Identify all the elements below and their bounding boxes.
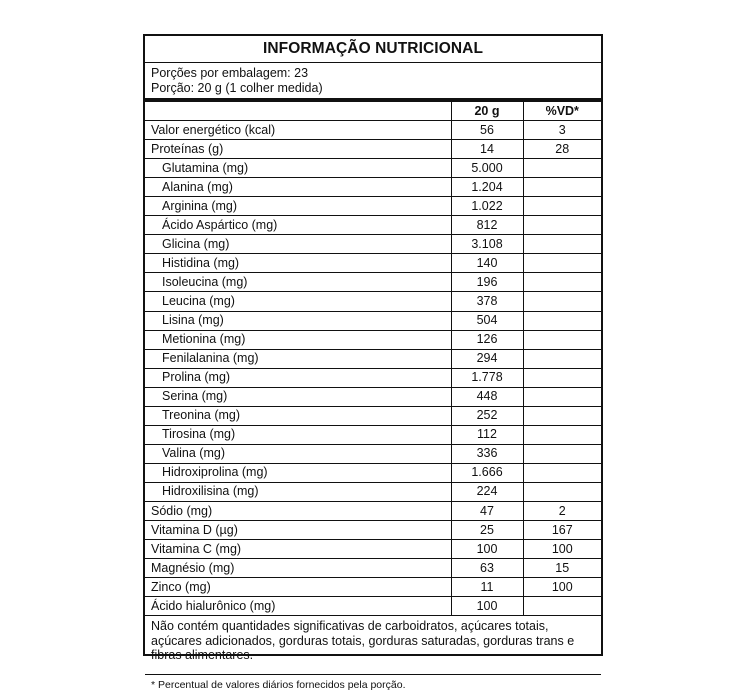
- nutrient-dv: [523, 330, 601, 349]
- nutrient-name: Lisina (mg): [145, 311, 451, 330]
- nutrient-name: Ácido hialurônico (mg): [145, 597, 451, 616]
- nutrient-amount: 812: [451, 216, 523, 235]
- table-row: [145, 178, 601, 197]
- table-row: [145, 330, 601, 349]
- table-row: [145, 444, 601, 463]
- table-header-row: [145, 102, 601, 121]
- header-amount: 20 g: [451, 102, 523, 121]
- nutrient-dv: [523, 387, 601, 406]
- nutrient-amount: 100: [451, 597, 523, 616]
- nutrient-name: Sódio (mg): [145, 501, 451, 520]
- table-row: [145, 578, 601, 597]
- nutrient-name: Valor energético (kcal): [145, 121, 451, 140]
- table-row: [145, 311, 601, 330]
- nutrition-facts-label: [143, 34, 603, 692]
- nutrient-amount: 448: [451, 387, 523, 406]
- nutrition-note: Não contém quantidades significativas de carboidratos, açúcares totais, açúcares adicionados, gorduras totais, gorduras saturadas, gorduras trans e fibras alimentares.: [145, 616, 601, 675]
- nutrient-dv: [523, 444, 601, 463]
- table-row: [145, 387, 601, 406]
- nutrient-amount: 126: [451, 330, 523, 349]
- nutrient-dv: 2: [523, 501, 601, 520]
- nutrient-amount: 5.000: [451, 159, 523, 178]
- table-row: [145, 406, 601, 425]
- table-row: [145, 235, 601, 254]
- nutrient-name: Alanina (mg): [145, 178, 451, 197]
- nutrient-dv: [523, 482, 601, 501]
- nutrient-dv: [523, 292, 601, 311]
- nutrient-amount: 336: [451, 444, 523, 463]
- nutrient-dv: [523, 197, 601, 216]
- nutrient-name: Ácido Aspártico (mg): [145, 216, 451, 235]
- table-row: [145, 254, 601, 273]
- nutrient-dv: [523, 406, 601, 425]
- table-row: [145, 140, 601, 159]
- nutrient-dv: [523, 463, 601, 482]
- table-row: [145, 292, 601, 311]
- nutrient-name: Isoleucina (mg): [145, 273, 451, 292]
- nutrient-dv: [523, 273, 601, 292]
- table-row: [145, 368, 601, 387]
- nutrient-dv: [523, 178, 601, 197]
- nutrient-amount: 100: [451, 540, 523, 559]
- nutrient-name: Leucina (mg): [145, 292, 451, 311]
- serving-size: Porção: 20 g (1 colher medida): [151, 81, 323, 95]
- nutrient-name: Tirosina (mg): [145, 425, 451, 444]
- nutrient-amount: 1.204: [451, 178, 523, 197]
- nutrient-amount: 224: [451, 482, 523, 501]
- table-row: [145, 349, 601, 368]
- nutrient-dv: 167: [523, 521, 601, 540]
- nutrient-name: Vitamina C (mg): [145, 540, 451, 559]
- nutrient-table: [145, 102, 601, 616]
- label-title: INFORMAÇÃO NUTRICIONAL: [145, 36, 601, 63]
- nutrient-amount: 140: [451, 254, 523, 273]
- nutrient-name: Hidroxilisina (mg): [145, 482, 451, 501]
- nutrient-dv: [523, 254, 601, 273]
- table-row: [145, 273, 601, 292]
- table-row: [145, 559, 601, 578]
- header-nutrient: [145, 102, 451, 121]
- nutrient-name: Valina (mg): [145, 444, 451, 463]
- nutrient-name: Glicina (mg): [145, 235, 451, 254]
- table-row: [145, 197, 601, 216]
- nutrient-dv: [523, 425, 601, 444]
- nutrient-amount: 196: [451, 273, 523, 292]
- footnote: * Percentual de valores diários fornecidos pela porção.: [151, 679, 406, 692]
- nutrient-dv: [523, 597, 601, 616]
- nutrient-dv: 3: [523, 121, 601, 140]
- nutrient-amount: 294: [451, 349, 523, 368]
- serving-info: [145, 63, 601, 97]
- header-dv: %VD*: [523, 102, 601, 121]
- nutrient-rows: [145, 121, 601, 616]
- nutrient-name: Hidroxiprolina (mg): [145, 463, 451, 482]
- nutrient-name: Zinco (mg): [145, 578, 451, 597]
- nutrient-name: Prolina (mg): [145, 368, 451, 387]
- table-row: [145, 521, 601, 540]
- table-row: [145, 425, 601, 444]
- nutrient-name: Arginina (mg): [145, 197, 451, 216]
- table-row: [145, 482, 601, 501]
- nutrient-name: Treonina (mg): [145, 406, 451, 425]
- nutrient-name: Fenilalanina (mg): [145, 349, 451, 368]
- table-row: [145, 501, 601, 520]
- nutrient-dv: [523, 159, 601, 178]
- nutrient-dv: 100: [523, 578, 601, 597]
- nutrient-dv: [523, 235, 601, 254]
- table-row: [145, 540, 601, 559]
- nutrient-amount: 378: [451, 292, 523, 311]
- nutrient-dv: 28: [523, 140, 601, 159]
- nutrient-amount: 1.666: [451, 463, 523, 482]
- nutrient-name: Metionina (mg): [145, 330, 451, 349]
- nutrient-amount: 3.108: [451, 235, 523, 254]
- nutrient-dv: [523, 349, 601, 368]
- nutrient-name: Proteínas (g): [145, 140, 451, 159]
- table-row: [145, 216, 601, 235]
- table-row: [145, 159, 601, 178]
- nutrient-name: Serina (mg): [145, 387, 451, 406]
- table-row: [145, 597, 601, 616]
- servings-per-package: Porções por embalagem: 23: [151, 66, 309, 80]
- nutrient-name: Histidina (mg): [145, 254, 451, 273]
- table-row: [145, 121, 601, 140]
- table-row: [145, 463, 601, 482]
- nutrient-amount: 11: [451, 578, 523, 597]
- nutrient-amount: 1.778: [451, 368, 523, 387]
- nutrient-name: Magnésio (mg): [145, 559, 451, 578]
- nutrient-dv: [523, 216, 601, 235]
- nutrient-amount: 14: [451, 140, 523, 159]
- nutrient-dv: 100: [523, 540, 601, 559]
- nutrient-amount: 63: [451, 559, 523, 578]
- nutrient-name: Vitamina D (µg): [145, 521, 451, 540]
- nutrient-amount: 1.022: [451, 197, 523, 216]
- nutrient-amount: 112: [451, 425, 523, 444]
- nutrient-name: Glutamina (mg): [145, 159, 451, 178]
- nutrient-amount: 56: [451, 121, 523, 140]
- nutrient-dv: [523, 368, 601, 387]
- nutrient-dv: 15: [523, 559, 601, 578]
- nutrient-amount: 252: [451, 406, 523, 425]
- nutrient-dv: [523, 311, 601, 330]
- nutrient-amount: 25: [451, 521, 523, 540]
- nutrient-amount: 47: [451, 501, 523, 520]
- nutrient-amount: 504: [451, 311, 523, 330]
